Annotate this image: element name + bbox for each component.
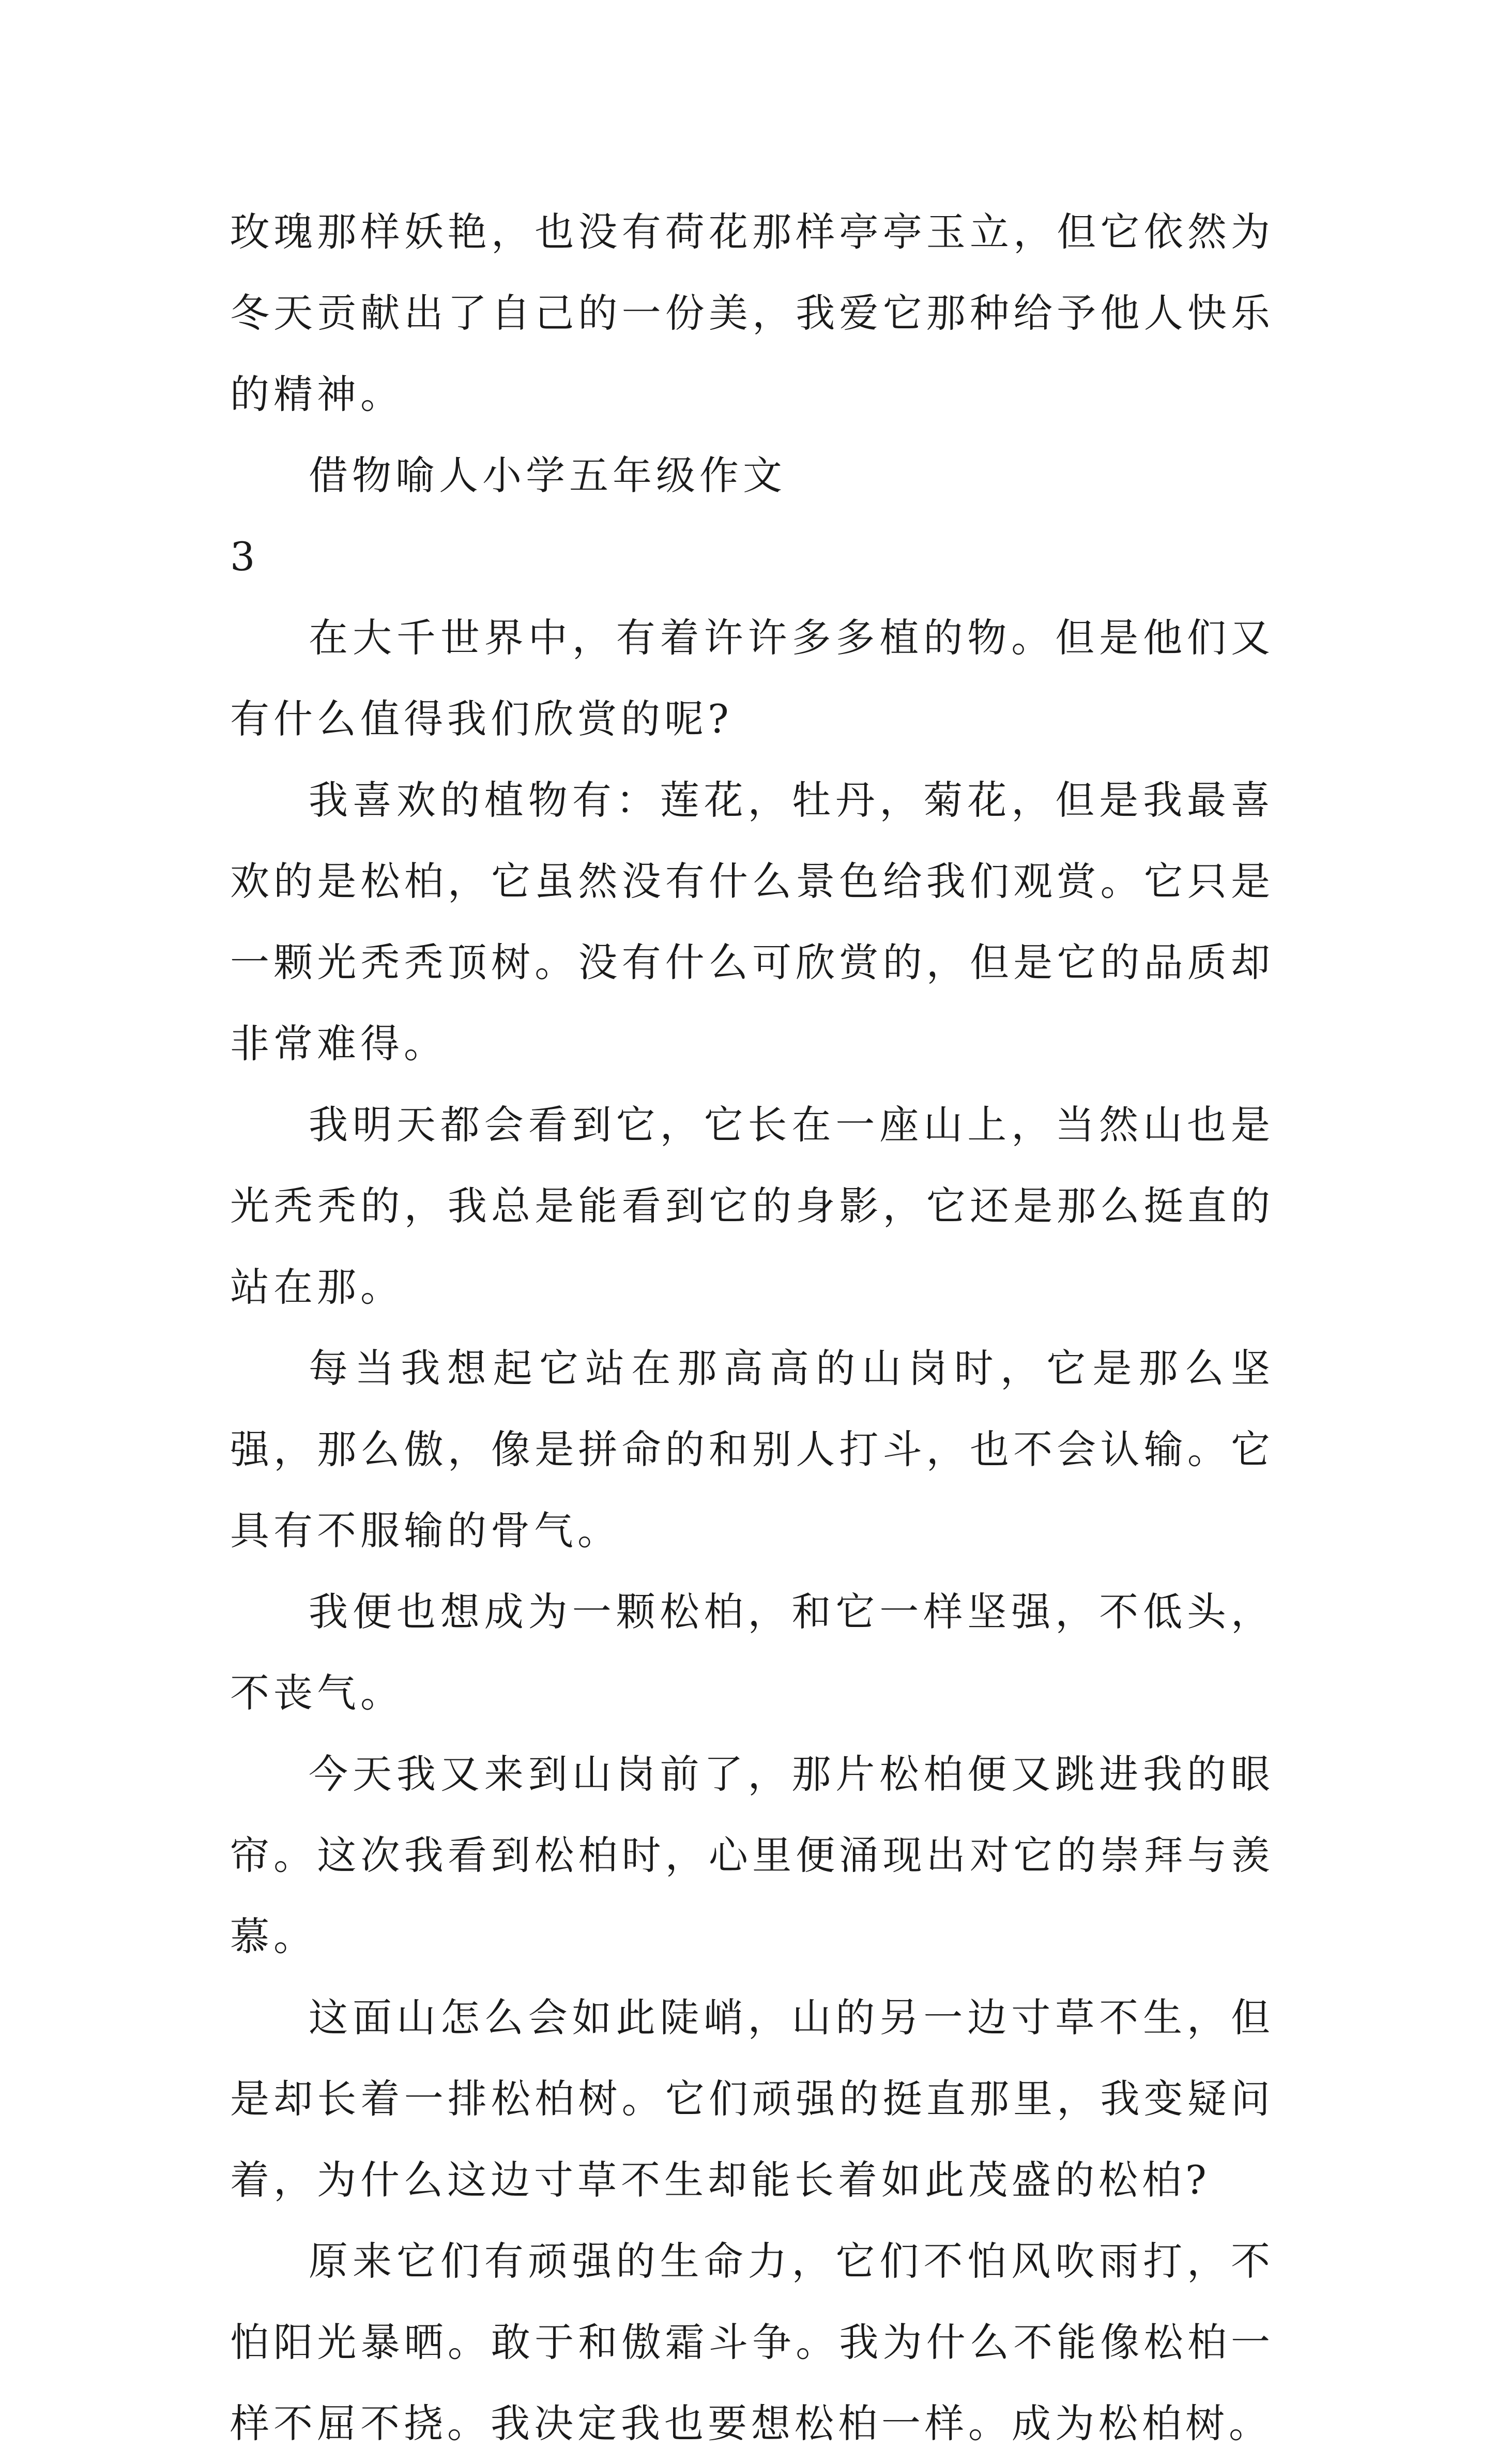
paragraph-1: 在大千世界中，有着许许多多植的物。但是他们又有什么值得我们欣赏的呢? bbox=[230, 615, 1274, 742]
essay-number: 3 bbox=[230, 534, 259, 580]
paragraph-7: 这面山怎么会如此陡峭，山的另一边寸草不生，但是却长着一排松柏树。它们顽强的挺直那里，我变疑问着，为什么这边寸草不生却能长着如此茂盛的松柏? bbox=[230, 1995, 1274, 2203]
paragraph-8: 原来它们有顽强的生命力，它们不怕风吹雨打，不怕阳光暴晒。敢于和傲霜斗争。我为什么不能像松柏一样不屈不挠。我决定我也要想松柏一样。成为松柏树。 bbox=[230, 2238, 1274, 2446]
paragraph-6: 今天我又来到山岗前了，那片松柏便又跳进我的眼帘。这次我看到松柏时，心里便涌现出对它的崇拜与羡慕。 bbox=[230, 1751, 1274, 1959]
paragraph-5: 我便也想成为一颗松柏，和它一样坚强，不低头，不丧气。 bbox=[230, 1589, 1274, 1716]
document-body bbox=[230, 191, 1274, 2464]
essay-title: 借物喻人小学五年级作文 bbox=[309, 452, 786, 498]
paragraph-2: 我喜欢的植物有：莲花，牡丹，菊花，但是我最喜欢的是松柏，它虽然没有什么景色给我们观赏。它只是一颗光秃秃顶树。没有什么可欣赏的，但是它的品质却非常难得。 bbox=[230, 777, 1274, 1067]
paragraph-3: 我明天都会看到它，它长在一座山上，当然山也是光秃秃的，我总是能看到它的身影，它还是那么挺直的站在那。 bbox=[230, 1102, 1274, 1310]
paragraph-4: 每当我想起它站在那高高的山岗时，它是那么坚强，那么傲，像是拼命的和别人打斗，也不会认输。它具有不服输的骨气。 bbox=[230, 1345, 1274, 1554]
continuation-paragraph: 玫瑰那样妖艳，也没有荷花那样亭亭玉立，但它依然为冬天贡献出了自己的一份美，我爱它那种给予他人快乐的精神。 bbox=[230, 209, 1274, 417]
